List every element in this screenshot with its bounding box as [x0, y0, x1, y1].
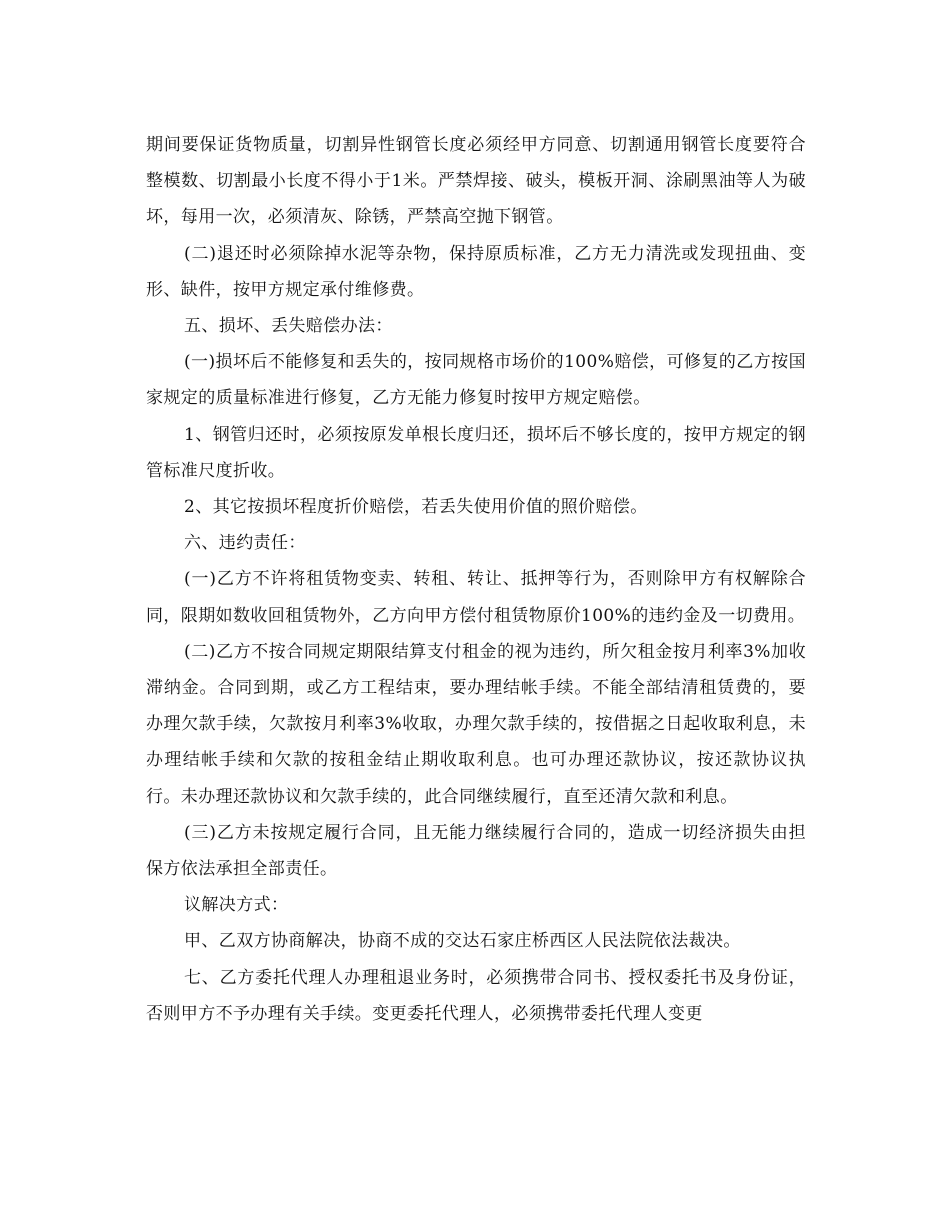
- paragraph-10: (三)乙方未按规定履行合同，且无能力继续履行合同的，造成一切经济损失由担保方依法承担全部责任。: [146, 822, 806, 880]
- section-heading-dispute: 议解决方式：: [184, 895, 289, 916]
- paragraph-1: 期间要保证货物质量，切割异性钢管长度必须经甲方同意、切割通用钢管长度要符合整模数、切割最小长度不得小于1米。严禁焊接、破头，模板开洞、涂刷黑油等人为破坏，每用一次，必须清灰、除锈，严禁高空抛下钢管。: [146, 135, 806, 228]
- paragraph-5: 1、钢管归还时，必须按原发单根长度归还，损坏后不够长度的，按甲方规定的钢管标准尺度折收。: [146, 424, 806, 481]
- document-body: [146, 127, 806, 1032]
- paragraph-9: (二)乙方不按合同规定期限结算支付租金的视为违约，所欠租金按月利率3%加收滞纳金。合同到期，或乙方工程结束，要办理结帐手续。不能全部结清租赁费的，要办理欠款手续，欠款按月利率3%收取，办理欠款手续的，按借据之日起收取利息，未办理结帐手续和欠款的按租金结止期收取利息。也可办理还款协议，按还款协议执行。未办理还款协议和欠款手续的，此合同继续履行，直至还清欠款和利息。: [146, 641, 806, 807]
- paragraph-12: 甲、乙双方协商解决，协商不成的交达石家庄桥西区人民法院依法裁决。: [184, 931, 741, 952]
- paragraph-8: (一)乙方不许将租赁物变卖、转租、转让、抵押等行为，否则除甲方有权解除合同，限期如数收回租赁物外，乙方向甲方偿付租赁物原价100%的违约金及一切费用。: [146, 569, 806, 626]
- paragraph-13: 七、乙方委托代理人办理租退业务时，必须携带合同书、授权委托书及身份证，否则甲方不予办理有关手续。变更委托代理人，必须携带委托代理人变更: [146, 967, 806, 1024]
- paragraph-4: (一)损坏后不能修复和丢失的，按同规格市场价的100%赔偿，可修复的乙方按国家规定的质量标准进行修复，乙方无能力修复时按甲方规定赔偿。: [146, 352, 806, 409]
- paragraph-6: 2、其它按损坏程度折价赔偿，若丢失使用价值的照价赔偿。: [184, 497, 648, 518]
- section-heading-6: 六、违约责任：: [184, 533, 306, 554]
- paragraph-2: (二)退还时必须除掉水泥等杂物，保持原质标准，乙方无力清洗或发现扭曲、变形、缺件，按甲方规定承付维修费。: [146, 243, 806, 300]
- section-heading-5: 五、损坏、丢失赔偿办法：: [184, 316, 393, 337]
